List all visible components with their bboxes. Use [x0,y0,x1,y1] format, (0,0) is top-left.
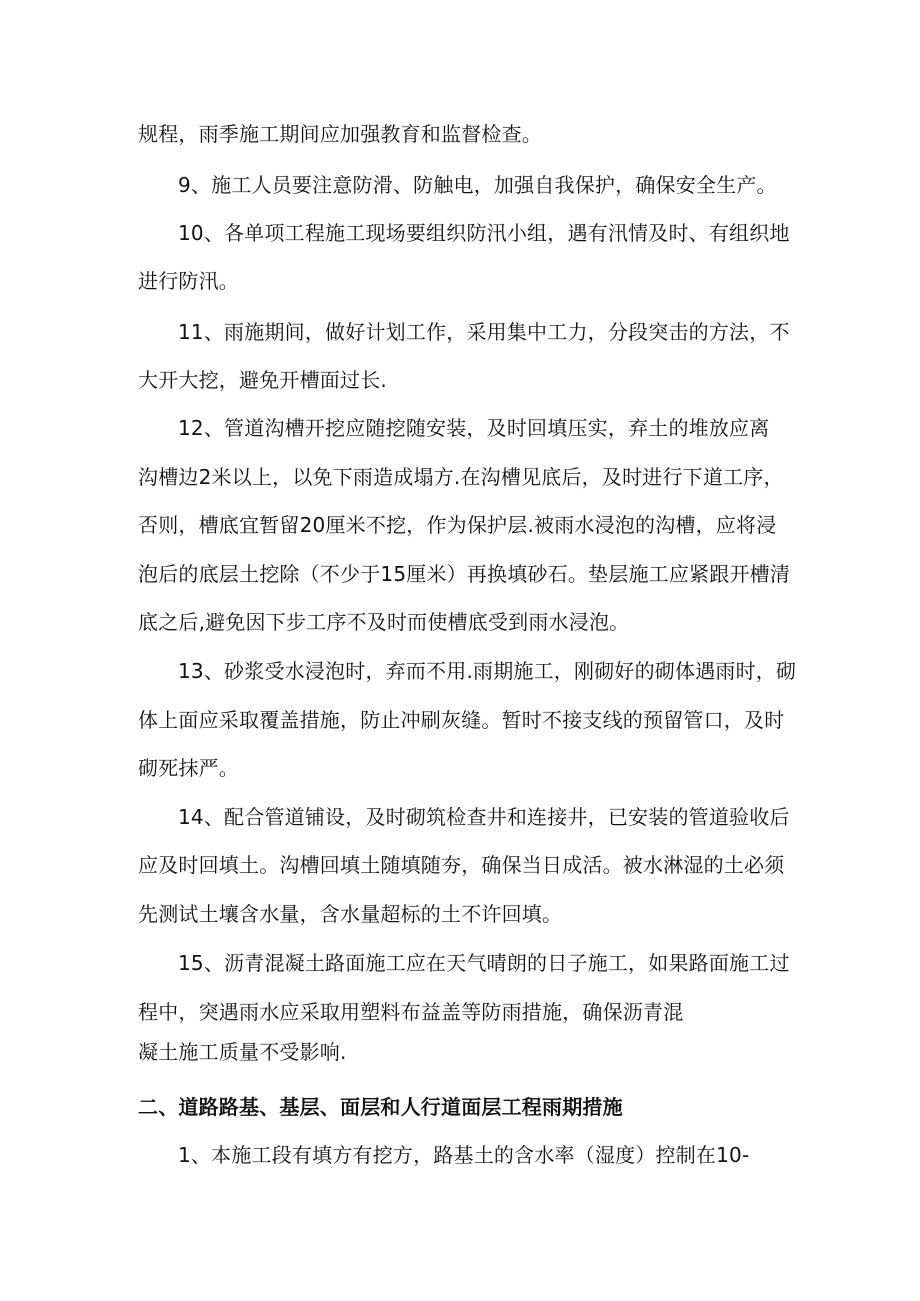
text-line: 1、本施工段有填方有挖方，路基土的含水率（湿度）控制在10- [178,1143,750,1167]
text-line: 9、施工人员要注意防滑、防触电，加强自我保护，确保安全生产。 [178,173,777,197]
text-line: 沟槽边2米以上，以免下雨造成塌方.在沟槽见底后，及时进行下道工序， [138,465,784,489]
text-line: 15、沥青混凝土路面施工应在天气晴朗的日子施工，如果路面施工过 [178,951,790,975]
text-line: 规程，雨季施工期间应加强教育和监督检查。 [138,122,542,146]
text-line: 11、雨施期间，做好计划工作，采用集中工力，分段突击的方法，不 [178,320,790,344]
text-line: 10、各单项工程施工现场要组织防汛小组，遇有汛情及时、有组织地 [178,221,790,245]
text-line: 进行防汛。 [138,269,239,293]
section-heading: 二、道路路基、基层、面层和人行道面层工程雨期措施 [138,1095,623,1119]
text-line: 14、配合管道铺设，及时砌筑检查井和连接井，已安装的管道验收后 [178,805,790,829]
text-line: 砌死抹严。 [138,756,239,780]
text-line: 否则，槽底宜暂留20厘米不挖，作为保护层.被雨水浸泡的沟槽，应将浸 [138,513,777,537]
text-line: 泡后的底层土挖除（不少于15厘米）再换填砂石。垫层施工应紧跟开槽清 [138,562,791,586]
text-line: 应及时回填土。沟槽回填土随填随夯，确保当日成活。被水淋湿的土必须 [138,853,785,877]
text-line: 程中，突遇雨水应采取用塑料布益盖等防雨措施，确保沥青混 [138,1000,684,1024]
text-line: 大开大挖，避免开槽面过长. [138,368,387,392]
text-line: 先测试土壤含水量，含水量超标的土不许回填。 [138,902,563,926]
text-line: 13、砂浆受水浸泡时，弃而不用.雨期施工，刚砌好的砌体遇雨时，砌 [178,659,797,683]
text-line: 凝土施工质量不受影响. [138,1040,347,1064]
text-line: 12、管道沟槽开挖应随挖随安装，及时回填压实，弃土的堆放应离 [178,416,770,440]
text-line: 底之后,避免因下步工序不及时而使槽底受到雨水浸泡。 [138,610,630,634]
text-line: 体上面应采取覆盖措施，防止冲刷灰缝。暂时不接支线的预留管口，及时 [138,708,785,732]
